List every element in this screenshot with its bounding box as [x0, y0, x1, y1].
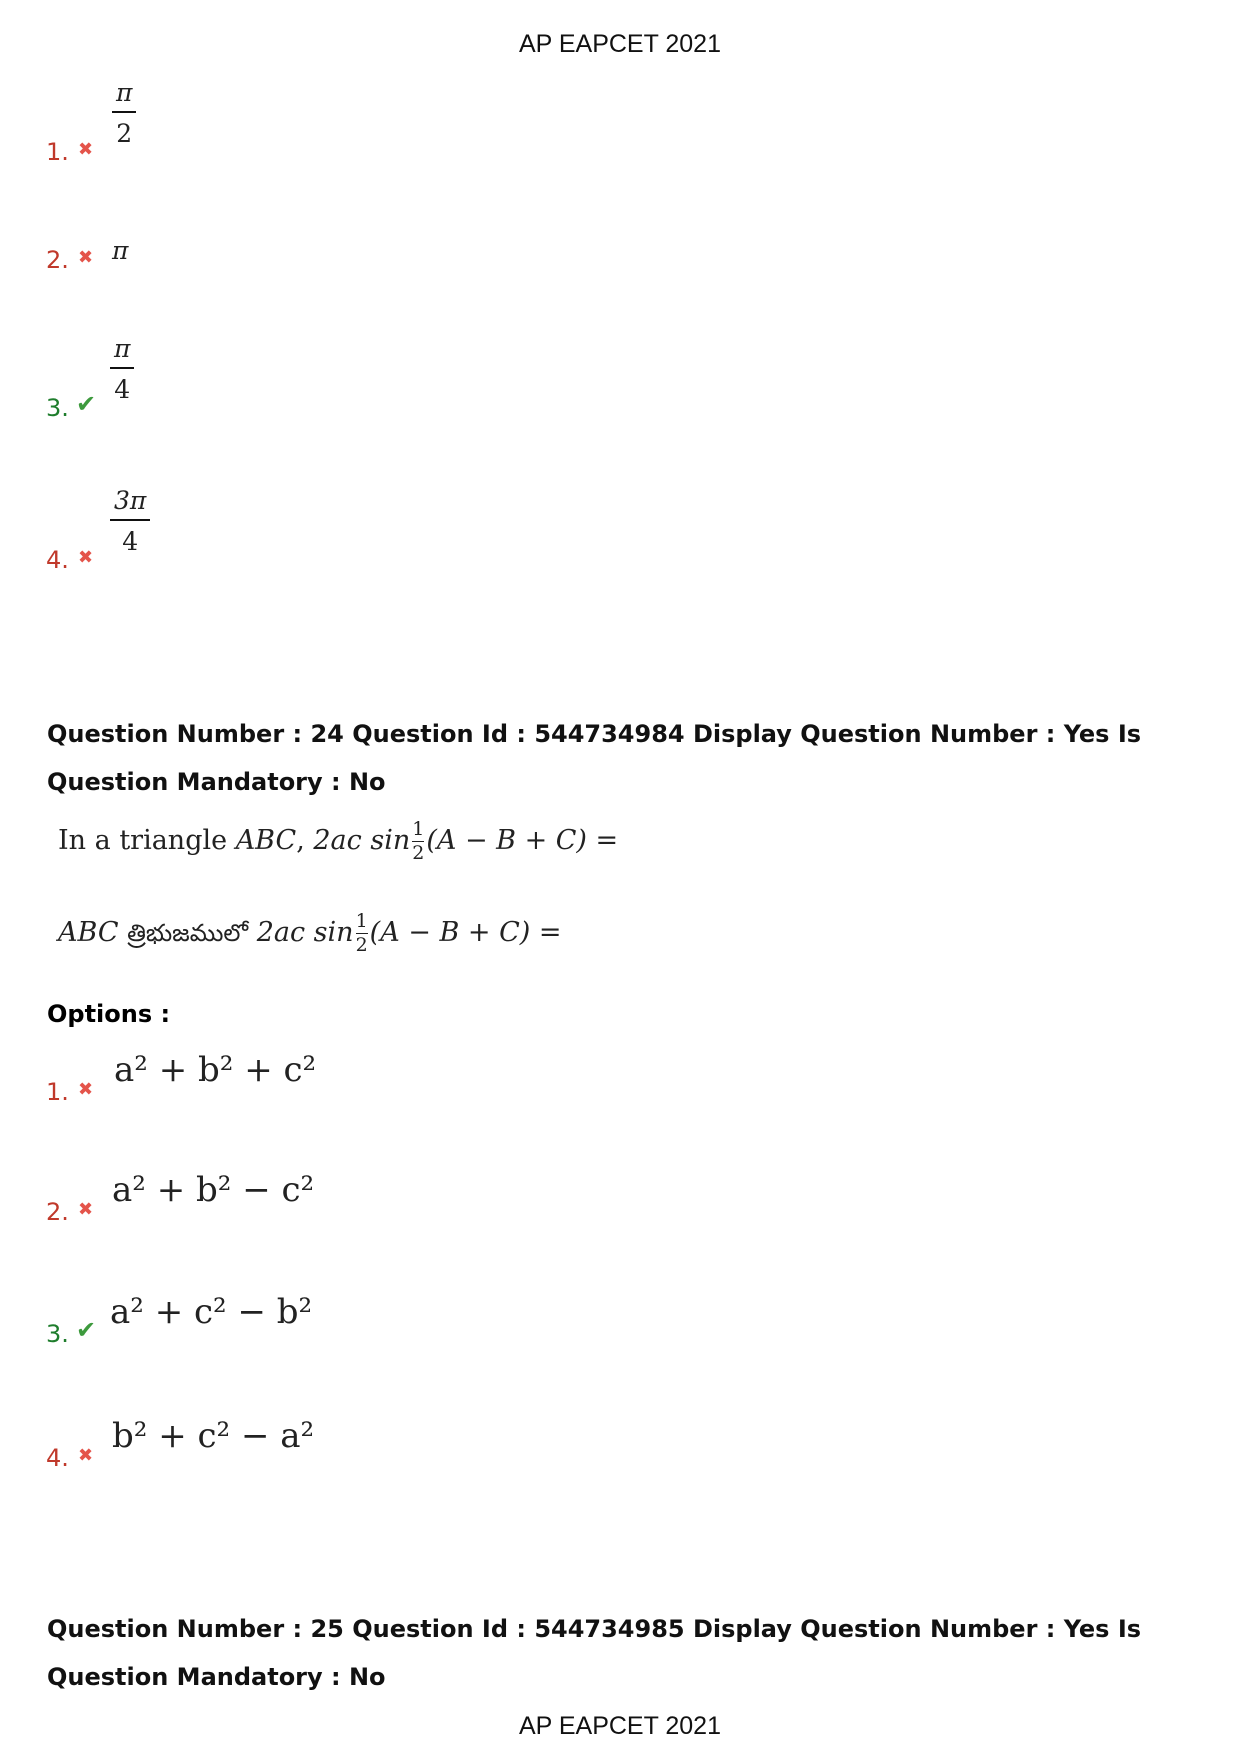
option-number: 3.: [46, 394, 69, 422]
check-mark-icon: ✔: [76, 390, 97, 418]
option-number: 2.: [46, 1198, 69, 1226]
option-expression: a² + c² − b²: [110, 1292, 313, 1332]
option-number: 4.: [46, 546, 69, 574]
option-number: 1.: [46, 1078, 69, 1106]
option-value: π: [112, 236, 129, 265]
option-number: 3.: [46, 1320, 69, 1348]
option-fraction: $\frac{\pi}{2}$: [112, 80, 136, 146]
question-info: Question Number : 24 Question Id : 544734984 Display Question Number : Yes Is Question Mandatory : No: [47, 720, 1142, 796]
option-expression: a² + b² + c²: [114, 1050, 317, 1090]
option-fraction: $\frac{\pi}{4}$: [110, 336, 134, 402]
option-number: 1.: [46, 138, 69, 166]
wrong-mark-icon: ✖: [78, 547, 94, 568]
wrong-mark-icon: ✖: [78, 247, 94, 268]
question-text-telugu: ABC త్రిభుజములో 2ac sin $\frac{1}{2}$ (A − B + C) =: [58, 910, 562, 956]
option-number: 4.: [46, 1444, 69, 1472]
wrong-mark-icon: ✖: [78, 1199, 94, 1220]
wrong-mark-icon: ✖: [78, 1079, 94, 1100]
option-expression: b² + c² − a²: [112, 1416, 315, 1456]
wrong-mark-icon: ✖: [78, 139, 94, 160]
check-mark-icon: ✔: [76, 1316, 97, 1344]
page-footer: AP EAPCET 2021: [519, 1712, 721, 1740]
page-header: AP EAPCET 2021: [519, 30, 721, 58]
options-label: Options :: [47, 1000, 171, 1028]
question-text-english: In a triangle ABC, 2ac sin $\frac{1}{2}$ (A − B + C) =: [58, 818, 619, 864]
option-expression: a² + b² − c²: [112, 1170, 315, 1210]
option-number: 2.: [46, 246, 69, 274]
question-info: Question Number : 25 Question Id : 544734985 Display Question Number : Yes Is Question Mandatory : No: [47, 1615, 1142, 1691]
option-fraction: $\frac{3\pi}{4}$: [110, 488, 150, 554]
wrong-mark-icon: ✖: [78, 1445, 94, 1466]
